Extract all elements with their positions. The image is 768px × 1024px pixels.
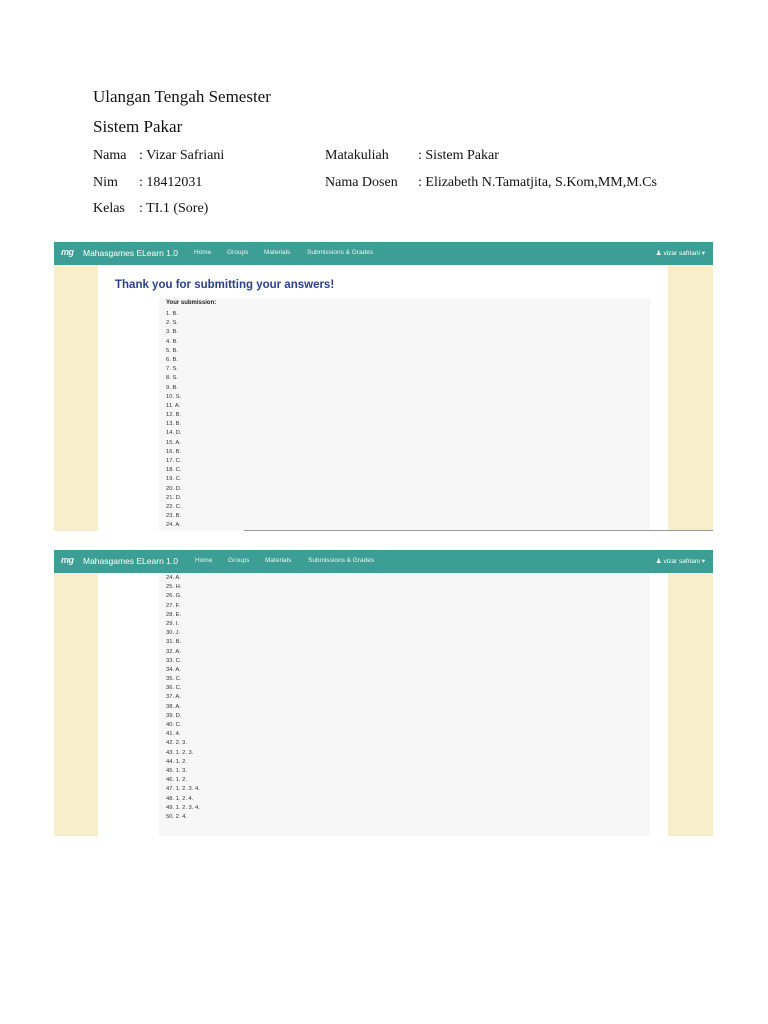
answer-item: 36. C. [166,685,182,692]
answer-item: 41. 4. [166,731,181,738]
submission-box [159,298,650,531]
screenshot-2 [54,550,713,836]
user-menu[interactable] [656,249,705,257]
answer-item: 13. B. [166,421,182,428]
answer-item: 16. B. [166,448,182,455]
app-brand[interactable]: Mahasgames ELearn 1.0 [83,248,178,258]
answer-item: 9. B. [166,384,178,391]
answer-item: 3. B. [166,329,178,336]
answer-item: 33. C. [166,657,182,664]
answer-item: 12. B. [166,412,182,419]
answer-item: 44. 1. 2. [166,758,187,765]
answer-item: 49. 1. 2. 3. 4. [166,804,200,811]
answer-item: 17. C. [166,458,182,464]
app-logo[interactable]: mg [61,555,74,565]
answer-item: 50. 2. 4. [166,813,187,820]
user-icon: ♟ [655,558,662,565]
dosen-value: : Elizabeth N.Tamatjita, S.Kom,MM,M.Cs [418,175,657,190]
nav-home[interactable]: Home [194,249,212,256]
nav-materials[interactable]: Materials [264,249,291,256]
user-icon: ♟ [655,250,662,257]
answer-item: 38. A. [166,703,181,710]
answer-item: 47. 1. 2. 3. 4. [166,786,200,793]
content-panel [98,573,668,836]
answer-item: 34. A. [166,666,181,673]
answer-item: 30. J. [166,630,181,637]
nav-groups[interactable]: Groups [228,557,250,564]
answer-item: 14. D. [166,430,182,437]
answer-item: 21. D. [166,494,182,501]
answer-list [166,574,200,822]
kelas-value: : TI.1 (Sore) [139,201,209,216]
nav-materials[interactable]: Materials [265,557,292,564]
answer-item: 45. 1. 3. [166,767,187,774]
submission-label: Your submission: [166,300,217,306]
divider [244,530,713,531]
app-navbar [54,242,713,265]
answer-item: 23. B. [166,513,182,520]
nav-groups[interactable]: Groups [227,249,249,256]
nav-submissions-grades[interactable]: Submissions & Grades [308,557,375,564]
matakuliah-label: Matakuliah [325,148,389,163]
answer-item: 2. S. [166,320,178,327]
kelas-label: Kelas [93,201,125,216]
answer-item: 10. S. [166,393,182,400]
answer-item: 32. A. [166,648,181,655]
answer-item: 4. B. [166,338,178,345]
answer-item: 27. F. [166,602,181,609]
answer-item: 6. B. [166,356,178,363]
answer-item: 5. B. [166,347,178,354]
nama-label: Nama [93,148,127,163]
answer-item: 20. D. [166,485,182,492]
answer-item: 35. C. [166,676,182,683]
document-title: Ulangan Tengah Semester [93,87,271,106]
answer-item: 15. A. [166,439,181,446]
nav-submissions-grades[interactable]: Submissions & Grades [307,249,374,256]
nama-value: : Vizar Safriani [139,148,225,163]
answer-list [166,310,181,531]
answer-item: 26. G. [166,593,182,600]
screenshot-1 [54,242,713,531]
answer-item: 11. A. [166,402,181,409]
answer-item: 37. A. [166,694,181,701]
answer-item: 28. E. [166,611,182,618]
dosen-label: Nama Dosen [325,175,398,190]
submission-box [159,573,650,836]
answer-item: 8. S. [166,375,178,382]
answer-item: 25. H. [166,584,182,591]
answer-item: 18. C. [166,467,182,474]
app-navbar [54,550,713,573]
thanks-heading: Thank you for submitting your answers! [115,279,335,291]
caret-down-icon: ▾ [701,558,705,565]
caret-down-icon: ▾ [701,250,705,257]
app-logo[interactable]: mg [61,247,74,257]
nav-home[interactable]: Home [195,557,213,564]
answer-item: 39. D. [166,712,182,719]
answer-item: 31. B. [166,639,182,646]
app-brand[interactable]: Mahasgames ELearn 1.0 [83,556,178,566]
answer-item: 48. 1. 2. 4. [166,795,194,802]
nim-label: Nim [93,175,118,190]
answer-item: 46. 1. 2. [166,777,187,784]
content-panel [98,265,668,531]
user-menu[interactable] [656,557,705,565]
answer-item: 24. A. [166,522,181,529]
answer-item: 7. S. [166,366,178,373]
answer-item: 22. C. [166,503,182,510]
matakuliah-value: : Sistem Pakar [418,148,499,163]
answer-item: 29. I. [166,620,179,627]
document-subtitle: Sistem Pakar [93,117,183,136]
user-name: vizar safriani [663,558,700,565]
nim-value: : 18412031 [139,175,203,190]
answer-item: 42. 2. 3. [166,740,187,747]
user-name: vizar safriani [663,250,700,257]
answer-item: 19. C. [166,476,182,483]
answer-item: 1. B. [166,311,178,317]
answer-item: 40. C. [166,722,182,728]
answer-item: 43. 1. 2. 3. [166,749,194,756]
answer-item: 24. A. [166,575,181,581]
